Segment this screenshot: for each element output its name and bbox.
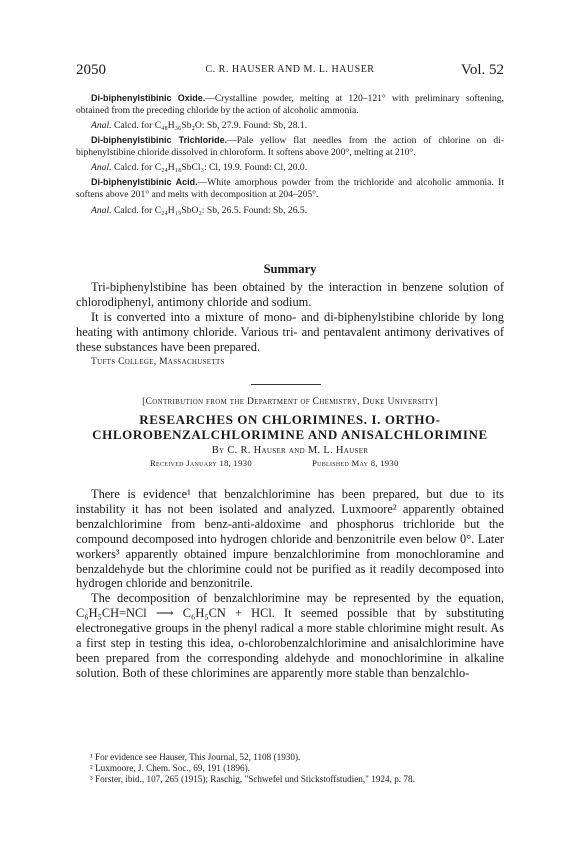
body-paragraph-1: There is evidence¹ that benzalchlorimine has been prepared, but due to its instability it has not been isolated and analyzed. Luxmoore² apparently obtained benzalchlorimine from benz-anti-aldoxime and phosphorus trichloride but the compound decomposed into hydrogen chloride and benzonitrile even below 0°. Later workers³ apparently obtained impure benzalchlorimine from monochloramine and benzaldehyde but the chlorimine could not be purified as it readily decomposed into hydrogen chloride and benzonitrile. [76,487,504,591]
volume-label: Vol. 52 [460,62,504,78]
acid-paragraph: Di-biphenylstibinic Acid.—White amorphous powder from the trichloride and alcoholic ammonia. It softens above 201° and melts with decomposition at 204–205°. [76,177,504,201]
published-date: Published May 8, 1930 [312,458,399,468]
summary-section [76,262,504,367]
oxide-analysis: Anal. Calcd. for C₄₈H₃₆Sb₂O: Sb, 27.9. Found: Sb, 28.1. [91,120,308,132]
summary-paragraph-2: It is converted into a mixture of mono- and di-biphenylstibine chloride by long heating with antimony chloride. Various tri- and pentavalent antimony derivatives of these substances have been prepared. [76,309,504,354]
trichloride-analysis: Anal. Calcd. for C₂₄H₁₈SbCl₃: Cl, 19.9. Found: Cl, 20.0. [91,162,308,174]
body-paragraph-2: The decomposition of benzalchlorimine may be represented by the equation, C₆H₅CH=NCl ⟶ C₆H₅CN + HCl. It seemed possible that by substituting electronegative groups in the phenyl radical a more stable chlorimine might result. As a first step in testing this idea, o-chlorobenzalchlorimine and anisalchlorimine have been prepared from the corresponding aldehyde and monochlorimine in alkaline solution. Both of these chlorimines are apparently more stable than benzalchlo- [76,591,504,680]
acid-analysis: Anal. Calcd. for C₂₄H₁₉SbO₂: Sb, 26.5. Found: Sb, 26.5. [91,204,308,216]
footnote-1: ¹ For evidence see Hauser, This Journal, 52, 1108 (1930). [90,752,301,762]
article-title-line-2: CHLOROBENZALCHLORIMINE AND ANISALCHLORIMINE [92,427,488,442]
trichloride-name: Di-biphenylstibinic Trichloride. [91,135,228,146]
footnotes [76,752,504,785]
oxide-name: Di-biphenylstibinic Oxide. [91,93,206,103]
page-number: 2050 [76,62,106,78]
previous-article-experimental [76,92,504,219]
trichloride-paragraph: Di-biphenylstibinic Trichloride.—Pale yellow flat needles from the action of chlorine on di-biphenylstibine chloride dissolved in chloroform. It softens above 200°, melting at 210°. [76,135,505,159]
contribution-line: [Contribution from the Department of Chemistry, Duke University] [142,397,438,407]
dates-line [76,458,504,472]
section-divider [251,384,321,385]
oxide-paragraph: Di-biphenylstibinic Oxide.—Crystalline powder, melting at 120–121° with preliminary softening, obtained from the preceding chloride by the action of alcoholic ammonia. [76,93,504,117]
article-heading [76,397,504,472]
running-header [76,62,504,78]
acid-name: Di-biphenylstibinic Acid. [91,177,198,188]
article-body [76,487,504,681]
affiliation-place: Tufts College, Massachusetts [91,356,225,367]
byline: By C. R. Hauser and M. L. Hauser [211,445,369,456]
article-title-line-1: RESEARCHES ON CHLORIMINES. I. ORTHO- [139,412,441,427]
running-authors: C. R. HAUSER AND M. L. HAUSER [205,64,375,75]
footnote-2: ² Luxmoore, J. Chem. Soc., 69, 191 (1896). [90,763,250,773]
summary-heading: Summary [263,262,317,276]
summary-paragraph-1: Tri-biphenylstibine has been obtained by the interaction in benzene solution of chlorodiphenyl, antimony chloride and sodium. [76,280,504,309]
received-date: Received January 18, 1930 [150,458,252,468]
footnote-3: ³ Forster, ibid., 107, 265 (1915); Raschig, "Schwefel und Stickstoffstudien," 1924, p. 78. [90,774,415,784]
